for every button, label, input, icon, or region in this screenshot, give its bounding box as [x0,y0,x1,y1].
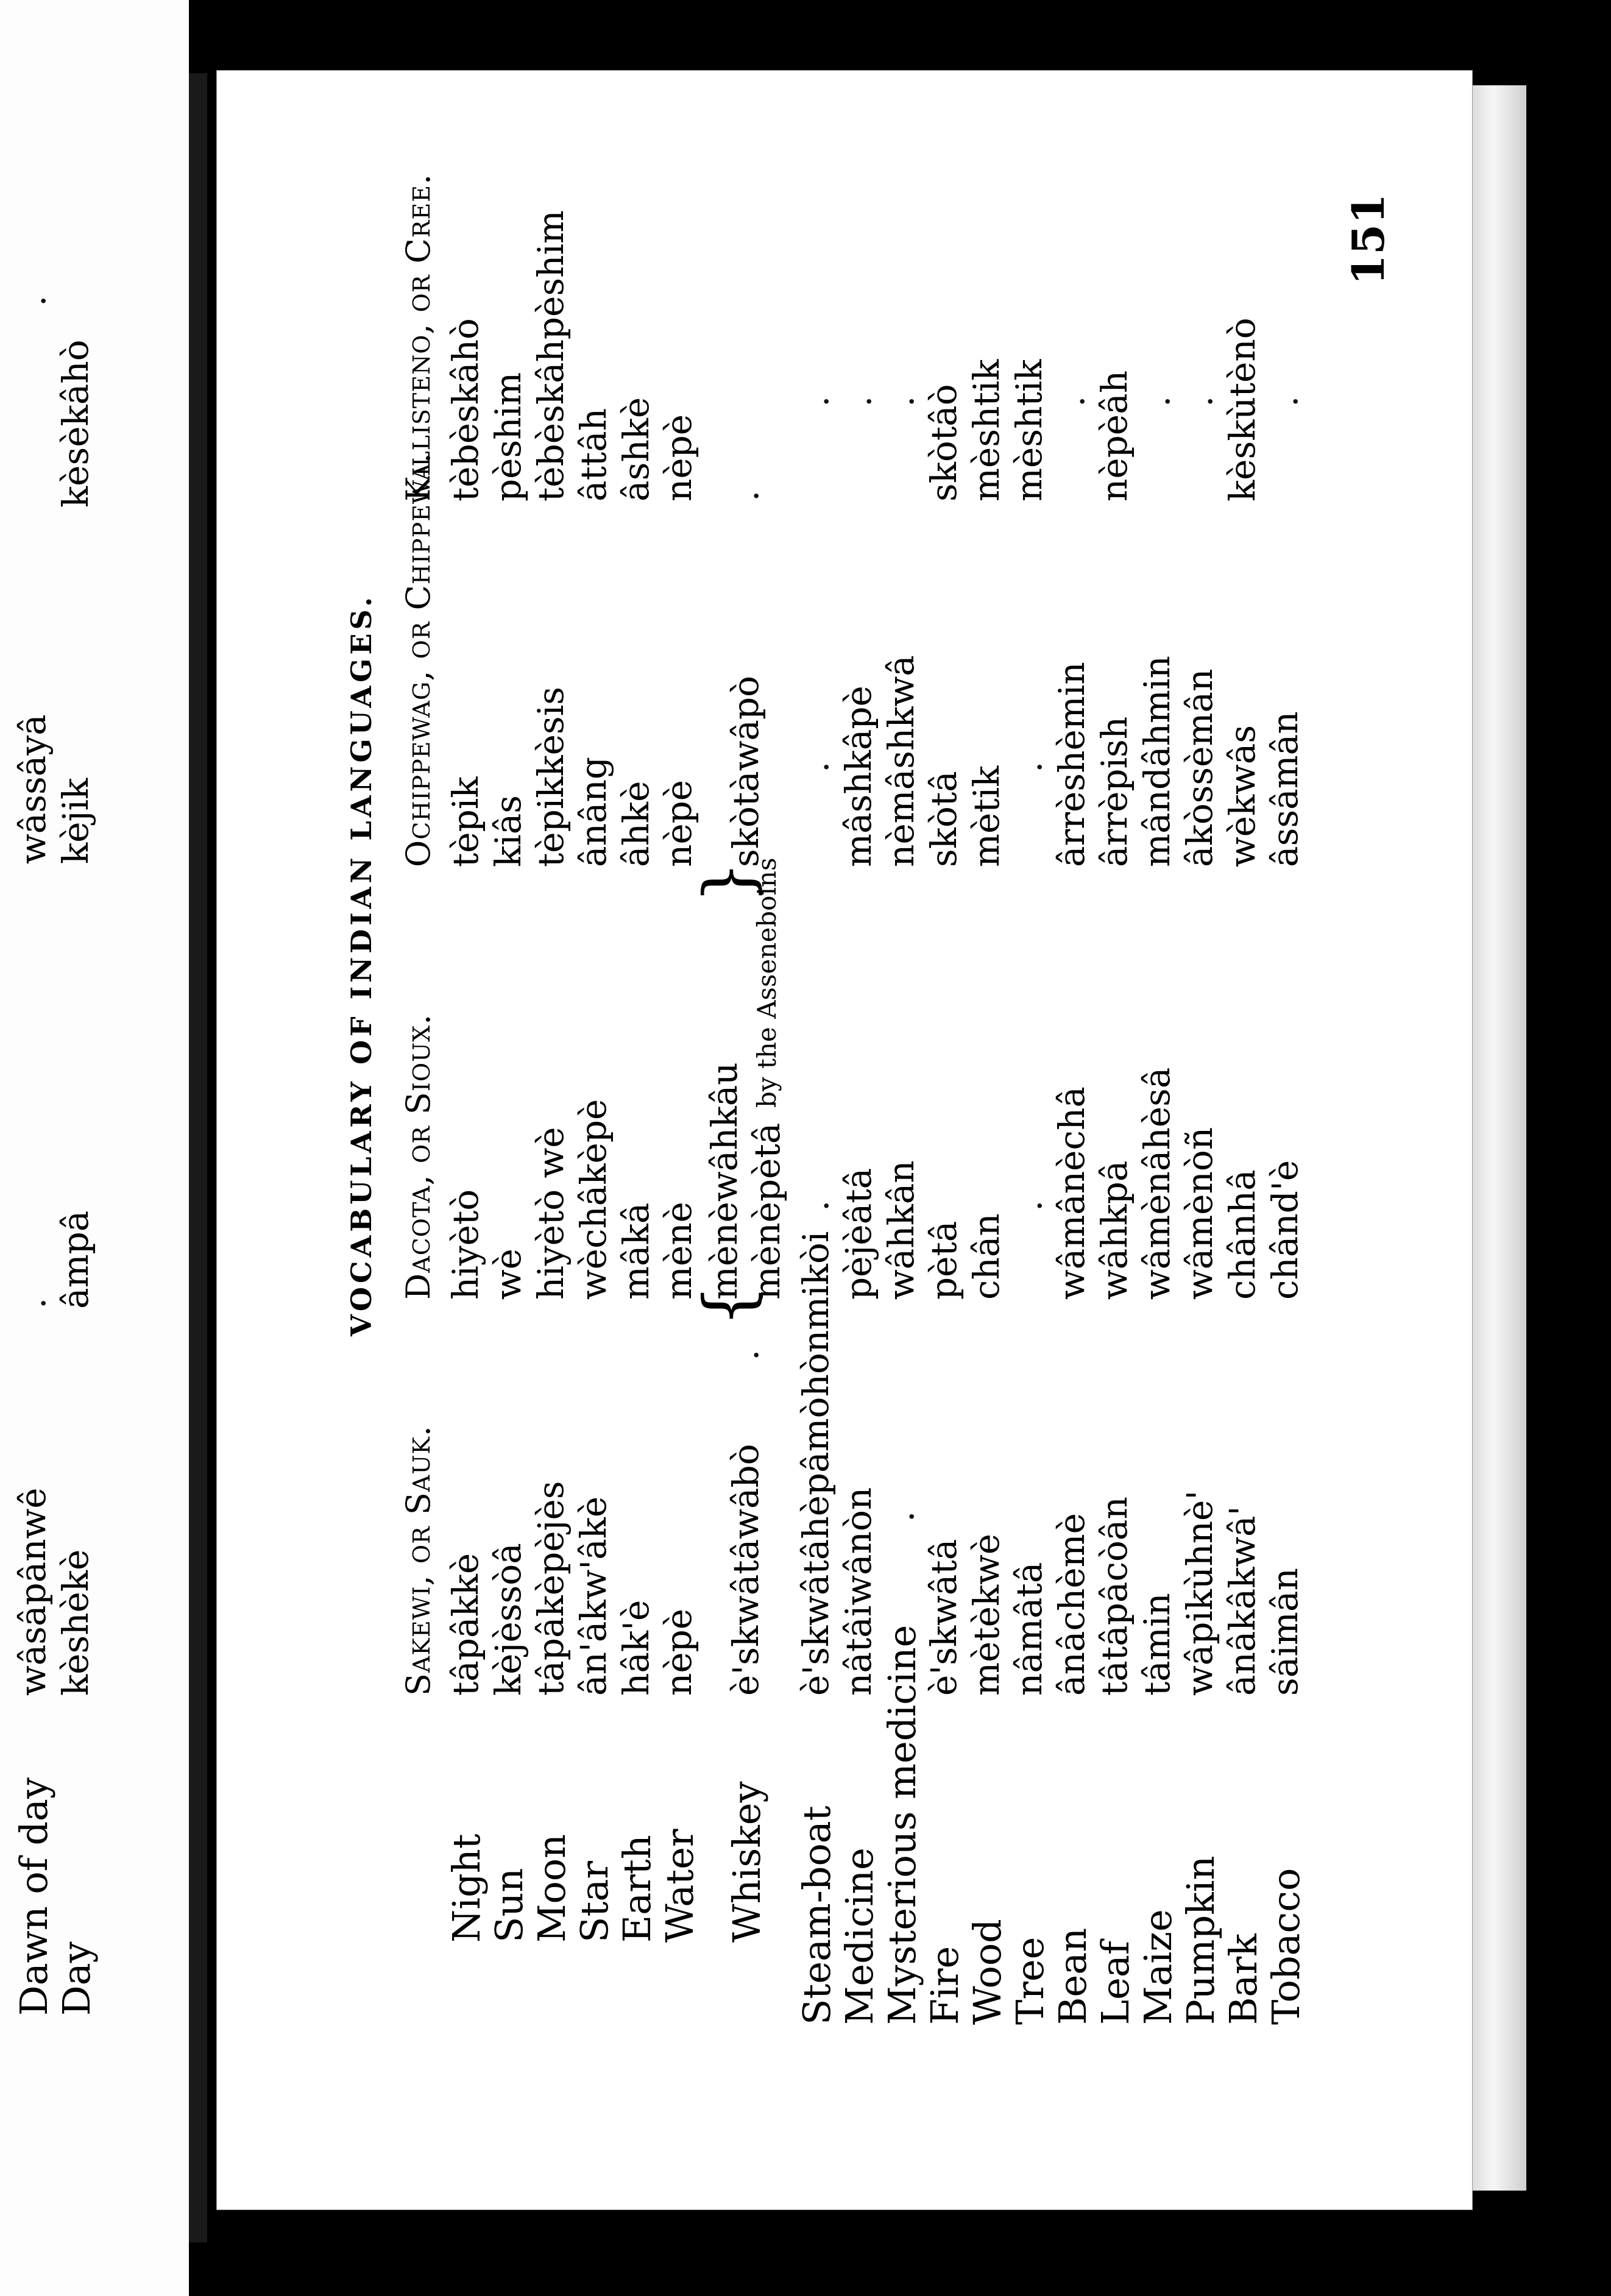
row-bean-sakewi: ânâchèmè [1051,1513,1092,1696]
row-medicine-english: Medicine [837,1848,882,2025]
row-star-killisteno: âttâh [573,408,614,501]
row-tree-sakewi: nâmâtâ [1008,1562,1050,1696]
row-leaf-english: Leaf [1093,1941,1138,2025]
prev-dacota-day: âmpâ [55,1210,96,1309]
row-fire-ochippewag: skòtâ [923,771,965,867]
row-whiskey-killisteno: . [725,490,767,501]
row-pumpkin-sakewi: wâpikùhnè' [1179,1490,1220,1696]
row-whiskey-ochippewag: skòtàwâpò [725,676,767,867]
row-moon-dacota: hiyètò wè [530,1127,572,1300]
row-fire-sakewi: è'skwâtâ [923,1539,965,1696]
row-earth-dacota: mâkâ [615,1202,657,1300]
row-whiskey-dacota: mènèwâhkâu [704,1062,745,1300]
whiskey-brace-left: { [689,1284,767,1327]
row-night-sakewi: tâpâkkè [445,1553,486,1696]
prev-sakewi-day: kèshèkè [55,1549,96,1696]
row-steamboat-dacota: . [795,1200,837,1211]
row-maize-english: Maize [1136,1909,1180,2025]
header-killisteno: Killisteno, or Cree. [399,173,437,501]
prev-ochippewag-day: kèjik [55,778,96,864]
prev-ochippewag-dawn: wâssâyâ [12,714,54,864]
prev-english-dawn: Dawn of day [12,1777,56,2016]
row-wood-dacota: chân [966,1213,1007,1300]
row-tobacco-ochippewag: âssâmân [1264,711,1306,867]
row-sun-killisteno: pèshim [487,372,529,501]
row-wood-english: Wood [965,1919,1010,2025]
row-water-ochippewag: nèpè [658,779,699,867]
row-bean-dacota: wâmânèchâ [1051,1086,1092,1300]
page-number: 151 [1342,193,1394,285]
row-maize-ochippewag: mândâhmin [1136,656,1178,867]
row-sun-sakewi: kèjèssòâ [487,1543,529,1696]
row-bark-ochippewag: wèkwâs [1222,725,1263,867]
whiskey-brace-right: } [689,861,767,904]
row-medicine-dacota: pèjèâtâ [838,1167,879,1300]
header-sakewi: Sakewi, or Sauk. [399,1425,437,1696]
page-title: VOCABULARY OF INDIAN LANGUAGES. [345,593,378,1336]
row-pumpkin-english: Pumpkin [1178,1855,1223,2025]
row-star-sakewi: ân'âkw'âkè [573,1496,614,1696]
row-moon-killisteno: tèbèskâhpèshim [530,210,572,501]
row-bark-english: Bark [1221,1933,1266,2025]
row-bark-sakewi: ânâkâkwâ' [1222,1506,1263,1696]
row-fire-english: Fire [922,1946,967,2025]
row-tobacco-dacota: chând'è [1264,1160,1306,1300]
prev-dacota-dawn: . [12,1297,54,1309]
row-night-ochippewag: tèpik [445,776,486,867]
row-wood-sakewi: mètèkwè [966,1533,1007,1696]
prev-english-day: Day [54,1941,99,2016]
row-tree-ochippewag: . [1008,761,1050,773]
row-bark-killisteno: kèskùtènò [1222,317,1263,501]
row-star-dacota: wèchâkèpè [573,1099,614,1300]
row-fire-dacota: pètâ [923,1221,965,1300]
row-tree-dacota: . [1008,1200,1050,1211]
row-moon-ochippewag: tèpikkèsis [530,686,572,867]
row-whiskey-dacota-alt: mènèpètâ [746,1122,788,1300]
header-dacota: Dacota, or Sioux. [399,1013,437,1300]
row-whiskey-sakewi: è'skwâtâwâbò [725,1444,767,1696]
row-moon-sakewi: tâpâkèpèjès [530,1481,572,1696]
row-water-english: Water [657,1829,702,1943]
row-earth-english: Earth [615,1835,659,1943]
row-water-dacota: mènè [658,1201,699,1300]
row-leaf-killisteno: nèpèâh [1094,370,1135,501]
row-fire-killisteno: skòtâò [923,384,965,501]
row-earth-killisteno: âshkè [615,397,657,501]
row-pumpkin-dacota: wâmènòñ [1179,1127,1220,1300]
row-sun-ochippewag: kiâs [487,795,529,867]
row-water-killisteno: nèpè [658,414,699,501]
row-mysterious-medicine-english: Mysterious medicine [880,1625,924,2025]
row-tobacco-killisteno: . [1264,395,1306,407]
row-steamboat-ochippewag: . [795,761,837,773]
row-bean-ochippewag: ârrèshèmin [1051,662,1092,867]
row-tobacco-english: Tobacco [1264,1868,1308,2025]
row-mysterious-medicine-sakewi: . [880,1511,922,1522]
row-medicine-ochippewag: mâshkâpè [838,686,879,867]
row-tree-killisteno: mèshtik [1008,359,1050,501]
row-pumpkin-ochippewag: âkòssèmân [1179,668,1220,867]
row-sun-dacota: wè [487,1249,529,1300]
row-water-sakewi: nèpè [658,1608,699,1696]
row-leaf-dacota: wâhkpâ [1094,1160,1135,1300]
row-earth-ochippewag: âhkè [615,781,657,867]
row-whiskey-sakewi-dot: . [725,1349,767,1361]
row-steamboat-sakewi: è'skwâtâhèpâmòhònmikòi [795,1231,837,1696]
row-leaf-ochippewag: ârrèpish [1094,716,1135,867]
row-wood-killisteno: mèshtik [966,359,1007,501]
header-ochippewag: Ochippewag, or Chippewa. [399,452,437,867]
row-pumpkin-killisteno: . [1179,395,1220,407]
row-whiskey-english: Whiskey [724,1781,769,1943]
row-night-english: Night [444,1834,489,1943]
row-star-ochippewag: ânâng [573,757,614,867]
row-maize-sakewi: tâmin [1136,1593,1178,1696]
row-steamboat-english: Steam-boat [795,1805,839,2025]
row-bean-english: Bean [1050,1927,1095,2025]
row-mysterious-medicine-dacota: wâhkân [880,1160,922,1300]
row-medicine-killisteno: . [838,395,879,407]
row-bark-dacota: chânhâ [1222,1169,1263,1300]
row-mysterious-medicine-killisteno: . [880,395,922,407]
row-moon-english: Moon [529,1834,574,1943]
row-night-killisteno: tèbèskâhò [445,318,486,501]
prev-killisteno-dawn: . [12,295,54,306]
row-sun-english: Sun [487,1868,531,1943]
row-steamboat-killisteno: . [795,395,837,407]
row-maize-dacota: wâmènâhèsâ [1136,1067,1178,1300]
row-whiskey-dacota-note: by the Asseneboins [752,857,782,1108]
row-tree-english: Tree [1008,1936,1052,2025]
row-medicine-sakewi: nâtâiwânòn [838,1487,879,1696]
row-tobacco-sakewi: sâimân [1264,1568,1306,1696]
row-star-english: Star [572,1861,617,1943]
row-night-dacota: hiyètò [445,1189,486,1300]
row-mysterious-medicine-ochippewag: nèmâshkwâ [880,655,922,867]
row-bean-killisteno: . [1051,395,1092,407]
row-maize-killisteno: . [1136,395,1178,407]
prev-sakewi-dawn: wâsâpânwê [12,1487,54,1696]
row-leaf-sakewi: tâtâpâcòân [1094,1497,1135,1696]
prev-killisteno-day: kèsèkâhò [55,339,96,508]
row-wood-ochippewag: mètik [966,765,1007,867]
row-earth-sakewi: hâk'è [615,1600,657,1696]
